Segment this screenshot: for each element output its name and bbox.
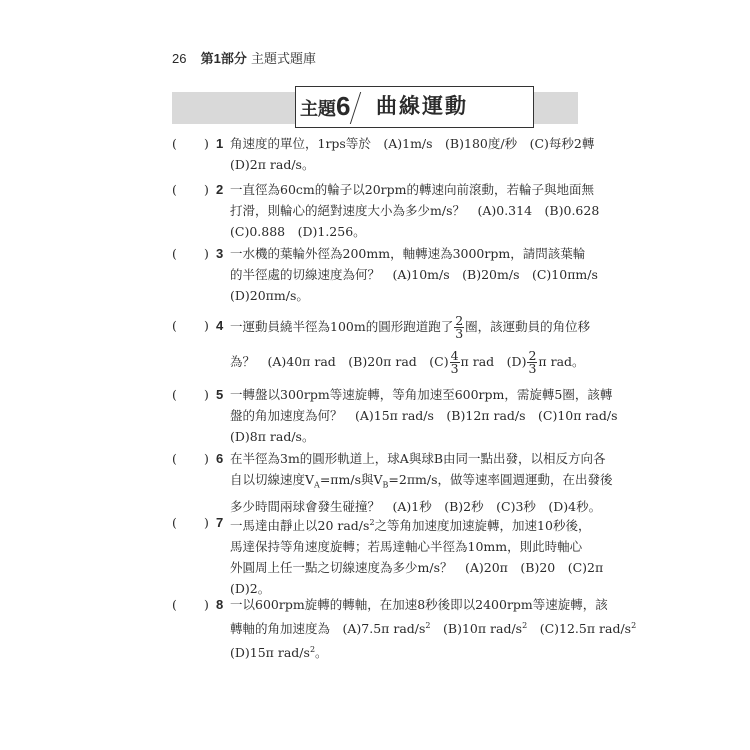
topic-number: 6	[336, 91, 351, 121]
question-number: 6	[216, 451, 224, 466]
question-text: 一以600rpm旋轉的轉軸，在加速8秒後即以2400rpm等速旋轉，該 轉軸的角加速度為 (A)7.5π rad/$s^2$ (B)10π rad/$s^2$ (C)12.5π rad/$s^2$ (D)15π rad/$s^2$。	[230, 597, 637, 661]
question-number: 5	[216, 387, 224, 402]
question-number: 4	[216, 318, 224, 333]
question-number: 1	[216, 136, 224, 151]
topic-label: 主題6	[300, 91, 351, 121]
topic-banner	[172, 92, 578, 124]
question-text: 在半徑為3m的圓形軌道上，球A與球B由同一點出發，以相反方向各 自以切線速度$V_A=\pi m/s$與$V_B=2\pi m/s$，做等速率圓週運動，在出發後 多少時間兩球會發生碰撞？ (A)1秒 (B)2秒 (C)3秒 (D)4秒。	[230, 451, 613, 514]
question-number: 2	[216, 182, 224, 197]
question-text: 一直徑為60cm的輪子以20rpm的轉速向前滾動，若輪子與地面無 打滑，則輪心的絕對速度大小為多少m/s？ (A)0.314 (B)0.628 (C)0.888 (D)1.256。	[230, 182, 600, 239]
question-number: 8	[216, 597, 224, 612]
question-text: 一轉盤以300rpm等速旋轉，等角加速至600rpm，需旋轉5圈，該轉 盤的角加速度為何？ (A)15π rad/s (B)12π rad/s (C)10π rad/s (D)8π rad/s。	[230, 387, 618, 444]
question-text: 角速度的單位，1rps等於 (A)1m/s (B)180度/秒 (C)每秒2轉 (D)2π rad/s。	[230, 136, 595, 172]
part-label: 第1部分	[200, 51, 247, 66]
question-number: 3	[216, 246, 224, 261]
question-text: 一馬達由靜止以20 rad/$s^2$之等角加速度加速旋轉，加速10秒後， 馬達保持等角速度旋轉；若馬達軸心半徑為10mm，則此時軸心 外圓周上任一點之切線速度為多少m/s？ (A)20π (B)20 (C)2π (D)2。	[230, 518, 604, 597]
page-header	[172, 48, 316, 67]
page-number: 26	[172, 51, 187, 66]
fraction: $\frac{2}{3}$	[528, 348, 537, 376]
topic-title: 曲線運動	[376, 95, 468, 118]
fraction: $\frac{4}{3}$	[450, 348, 459, 376]
question-text: 一運動員繞半徑為100m的圓形跑道跑了 $\frac{2}{3}$ 圈，該運動員的角位移 為？ (A)40π rad (B)20π rad (C) $\frac{4}{3}$ π rad (D) $\frac{2}{3}$ π rad。	[230, 313, 591, 376]
part-subtitle: 主題式題庫	[250, 52, 316, 67]
question-text: 一水機的葉輪外徑為200mm，軸轉速為3000rpm，請問該葉輪 的半徑處的切線速度為何？ (A)10m/s (B)20m/s (C)10πm/s (D)20πm/s。	[230, 246, 598, 303]
fraction: $\frac{2}{3}$	[455, 313, 464, 341]
question-number: 7	[216, 515, 224, 530]
